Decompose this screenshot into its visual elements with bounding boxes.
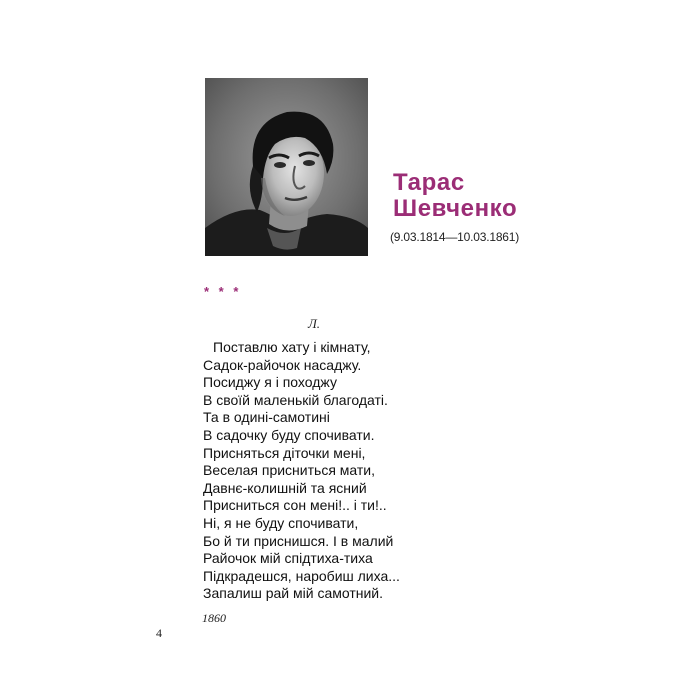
poem-line: Веселая присниться мати,	[203, 462, 376, 479]
poem-line: Садок-райочок насаджу.	[203, 356, 362, 373]
poem-line: Ні, я не буду спочивати,	[203, 514, 359, 531]
poem-line: Поставлю хату і кімнату,	[213, 339, 371, 355]
poem-line: Давнє-колишній та ясний	[203, 479, 367, 496]
poem-dedication: Л.	[308, 316, 321, 331]
poem-line: Підкрадешся, наробиш лиха...	[203, 567, 400, 584]
author-portrait	[205, 78, 368, 256]
poem-line: Присняться діточки мені,	[203, 444, 366, 461]
poem-line: Запалиш рай мій самотний.	[203, 585, 384, 602]
poem-line: Та в одині-самотині	[203, 409, 330, 426]
poem-text	[203, 339, 400, 603]
poem-line: Присниться сон мені!.. і ти!..	[203, 497, 387, 514]
poem-line: Райочок мій спідтиха-тиха	[203, 550, 373, 567]
author-first-name: Тарас	[393, 169, 465, 196]
poem-line: Посиджу я і походжу	[203, 374, 337, 391]
author-life-dates: (9.03.1814—10.03.1861)	[390, 230, 520, 244]
poem-line: В своїй маленькій благодаті.	[203, 391, 388, 408]
page-number: 4	[156, 626, 162, 640]
poem-year: 1860	[202, 611, 226, 625]
author-last-name: Шевченко	[393, 195, 518, 222]
section-separator: * * *	[204, 284, 242, 299]
poem-line: Бо й ти приснишся. І в малий	[203, 532, 394, 549]
author-name	[393, 170, 593, 222]
poem-line: В садочку буду спочивати.	[203, 426, 375, 443]
